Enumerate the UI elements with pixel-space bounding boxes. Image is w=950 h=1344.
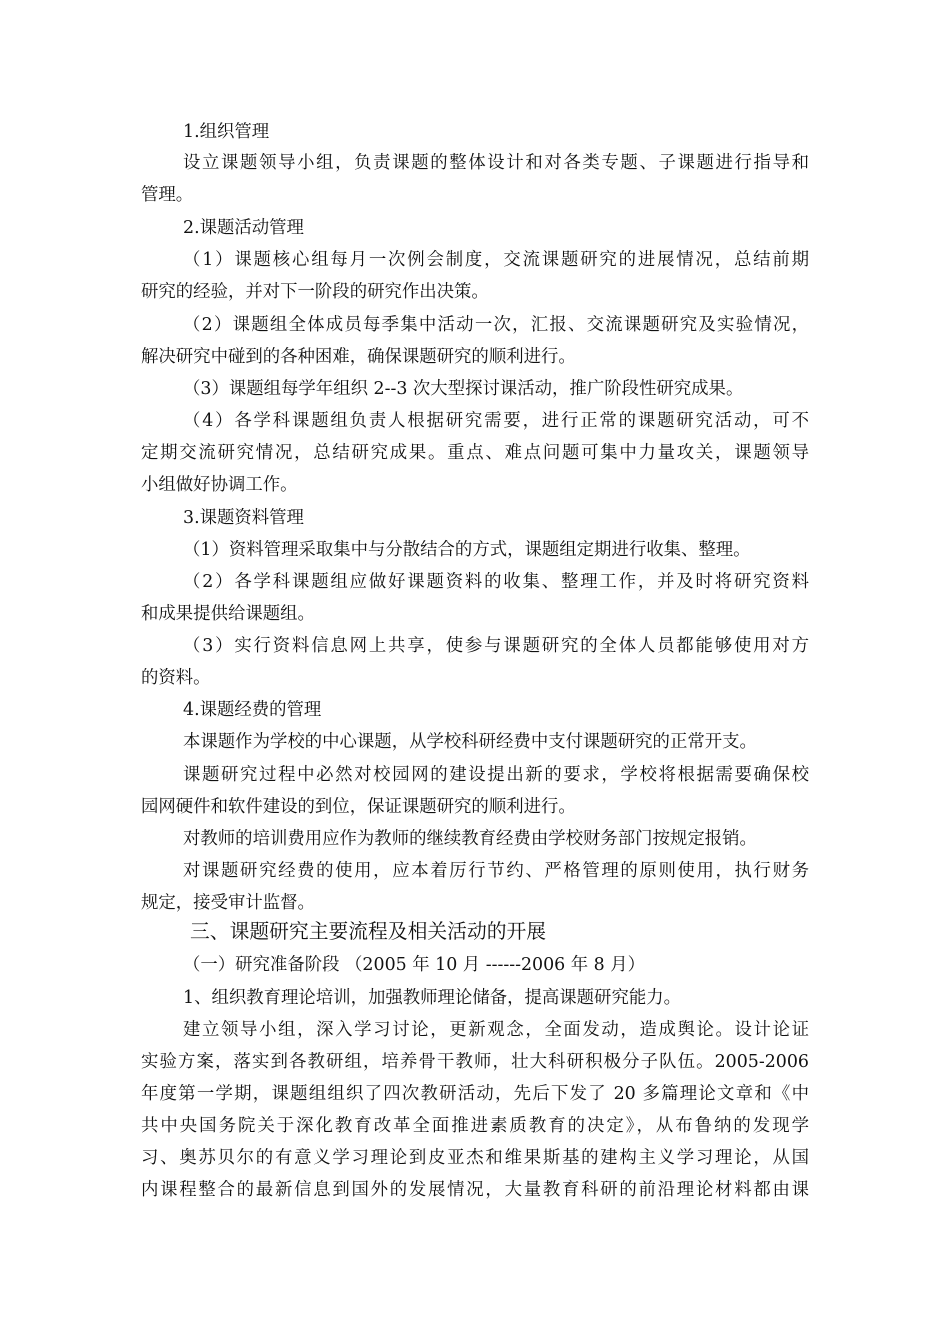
paragraph-line: （2）各学科课题组应做好课题资料的收集、整理工作，并及时将研究资料 (183, 572, 809, 592)
paragraph-line: 和成果提供给课题组。 (141, 604, 315, 624)
paragraph-line: （1）课题核心组每月一次例会制度，交流课题研究的进展情况，总结前期 (183, 250, 809, 270)
subheading-materials: 3.课题资料管理 (183, 508, 304, 528)
paragraph-line: （3）课题组每学年组织 2--3 次大型探讨课活动，推广阶段性研究成果。 (183, 379, 744, 399)
paragraph-line: 课题研究过程中必然对校园网的建设提出新的要求，学校将根据需要确保校 (183, 765, 809, 785)
paragraph-line: 解决研究中碰到的各种困难，确保课题研究的顺利进行。 (141, 347, 576, 367)
paragraph-line: 的资料。 (141, 668, 211, 688)
subheading-funding: 4.课题经费的管理 (183, 700, 322, 720)
paragraph-line: 园网硬件和软件建设的到位，保证课题研究的顺利进行。 (141, 797, 576, 817)
paragraph-line: 本课题作为学校的中心课题，从学校科研经费中支付课题研究的正常开支。 (183, 732, 757, 752)
paragraph-line: 实验方案，落实到各教研组，培养骨干教师，壮大科研积极分子队伍。2005-2006 (141, 1052, 809, 1072)
subheading-activity: 2.课题活动管理 (183, 218, 304, 238)
paragraph-line: （4）各学科课题组负责人根据研究需要，进行正常的课题研究活动，可不 (183, 411, 809, 431)
paragraph-line: （1）资料管理采取集中与分散结合的方式，课题组定期进行收集、整理。 (183, 540, 751, 560)
paragraph-line: 年度第一学期，课题组组织了四次教研活动，先后下发了 20 多篇理论文章和《中 (141, 1084, 809, 1104)
stage-heading: （一）研究准备阶段 （2005 年 10 月 ------2006 年 8 月） (183, 955, 646, 975)
paragraph-line: 管理。 (141, 185, 194, 205)
paragraph-line: （2）课题组全体成员每季集中活动一次，汇报、交流课题研究及实验情况， (183, 315, 809, 335)
paragraph-line: （3）实行资料信息网上共享，使参与课题研究的全体人员都能够使用对方 (183, 636, 809, 656)
paragraph-line: 小组做好协调工作。 (141, 475, 298, 495)
subheading-organization: 1.组织管理 (183, 122, 270, 142)
numbered-item: 1、组织教育理论培训，加强教师理论储备，提高课题研究能力。 (183, 988, 682, 1008)
paragraph-line: 共中央国务院关于深化教育改革全面推进素质教育的决定》，从布鲁纳的发现学 (141, 1116, 809, 1136)
paragraph-line: 内课程整合的最新信息到国外的发展情况，大量教育科研的前沿理论材料都由课 (141, 1180, 809, 1200)
paragraph-line: 习、奥苏贝尔的有意义学习理论到皮亚杰和维果斯基的建构主义学习理论，从国 (141, 1148, 809, 1168)
paragraph-line: 定期交流研究情况，总结研究成果。重点、难点问题可集中力量攻关，课题领导 (141, 443, 809, 463)
section-heading: 三、课题研究主要流程及相关活动的开展 (190, 920, 547, 943)
paragraph-line: 设立课题领导小组，负责课题的整体设计和对各类专题、子课题进行指导和 (183, 153, 809, 173)
paragraph-line: 规定，接受审计监督。 (141, 893, 315, 913)
paragraph-line: 研究的经验，并对下一阶段的研究作出决策。 (141, 282, 489, 302)
paragraph-line: 对教师的培训费用应作为教师的继续教育经费由学校财务部门按规定报销。 (183, 829, 757, 849)
paragraph-line: 建立领导小组，深入学习讨论，更新观念，全面发动，造成舆论。设计论证 (183, 1020, 809, 1040)
paragraph-line: 对课题研究经费的使用，应本着厉行节约、严格管理的原则使用，执行财务 (183, 861, 809, 881)
